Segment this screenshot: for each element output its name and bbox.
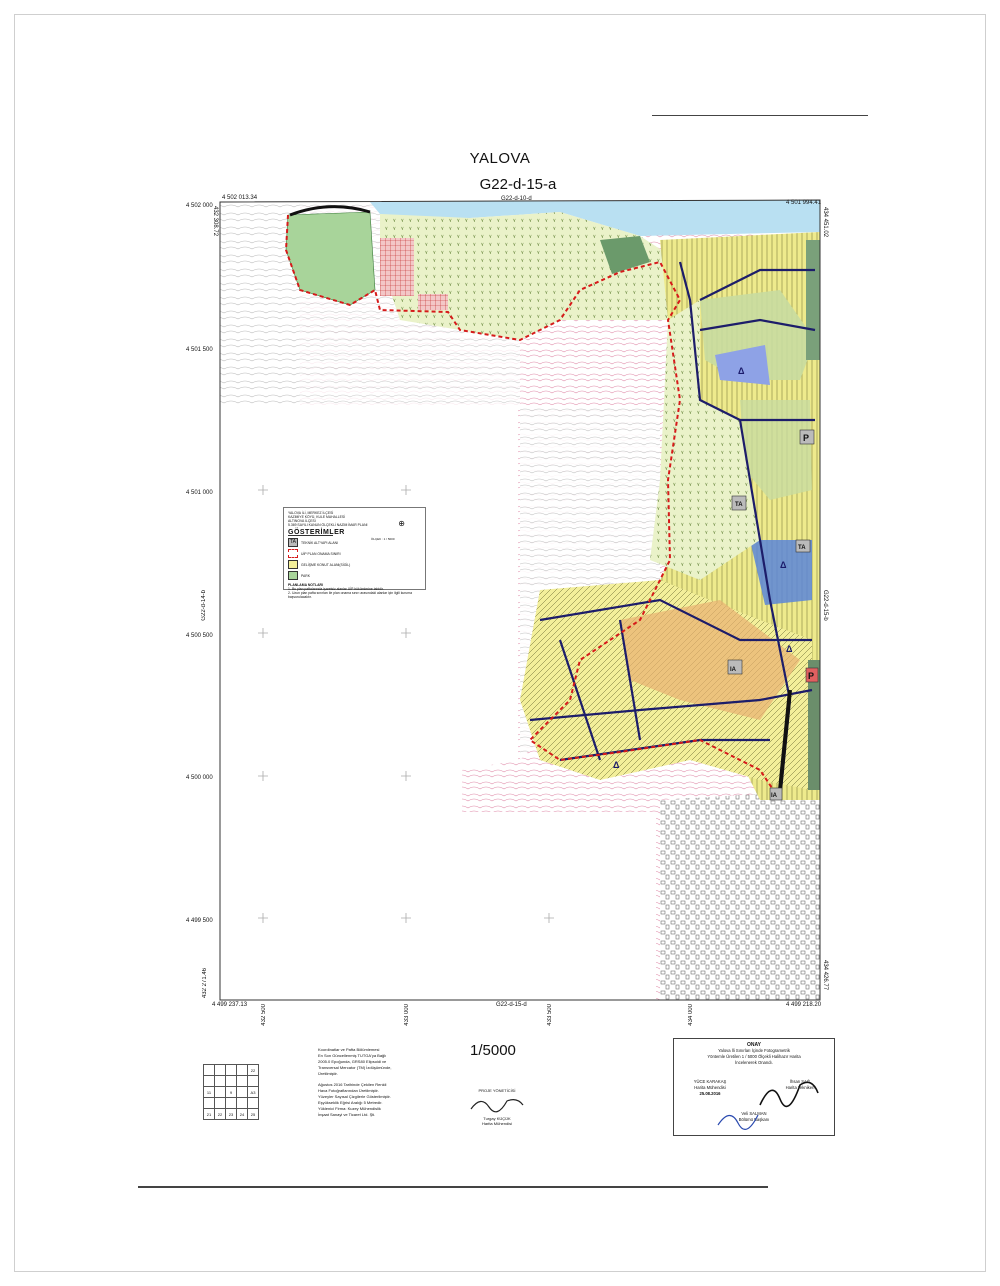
legend-item [288, 571, 421, 580]
adjacent-west: G22-d-14-b [201, 590, 207, 621]
legend-label: GELİŞME KONUT ALANI(SİGİL) [301, 562, 351, 567]
legend-header-line: ALTINOVA İLÇESİ [288, 519, 316, 523]
production-info: Koordinatlar ve Pafta Bölümlemesi En Son Güncellenmiş TUTGA'ya Bağlı 2005.0 Epoğunda, GRS80 Elipsoidi ve Transversal Mercator (TM) İzdüşümünde, Üretilmiştir. Ağustos 2016 Tarihinde Çekilen Renkli Hava Fotoğraflarından Üretilmiştir. Yüzeyler Sayısal Çizgilerle Gösterilmiştir. Eşyükseklik Eğrisi Aralığı 5 Metredir. Yüklenici Firma: Kuzey Mühendislik İnşaat Sanayi ve Ticaret Ltd. Şti. [318, 1047, 392, 1117]
adjacent-south: G22-d-15-d [496, 1002, 527, 1008]
svg-text:Δ: Δ [780, 560, 787, 570]
signature-icon [467, 1093, 527, 1115]
legend-swatch-development [288, 560, 298, 569]
legend-title: GÖSTERİMLER [288, 529, 345, 536]
corner-bottom-left-e: 432 271.46 [202, 968, 208, 999]
corner-top-right-e: 434 451.02 [822, 207, 828, 238]
grid-y-label: 4 501 000 [186, 490, 213, 496]
legend-header-line: 5.369 SAYILI KANUN ÖLÇEKLİ NAZIM İMAR PLANI [288, 523, 368, 527]
corner-bottom-right-e: 434 426.77 [822, 960, 828, 991]
svg-text:Δ: Δ [613, 760, 620, 770]
adjacent-north: G22-d-10-d [501, 196, 532, 202]
corner-top-left-y: 4 502 000 [186, 203, 213, 209]
legend-item [288, 549, 421, 558]
legend-header-line: KAZIMİYE KÖYÜ, KULE MAHALLESİ [288, 515, 346, 519]
svg-text:Δ: Δ [786, 644, 793, 654]
blue-signature-icon [714, 1105, 774, 1133]
legend-notes-title: PLANLAMA NOTLARI [288, 583, 323, 587]
corner-bottom-left-n: 4 499 237.13 [212, 1002, 248, 1008]
map-symbol-ta-2: TA [798, 545, 806, 551]
svg-text:Δ: Δ [738, 366, 745, 376]
map-legend [283, 507, 426, 599]
grid-y-label: 4 501 500 [186, 347, 213, 353]
corner-bottom-right-n: 4 499 218.20 [786, 1002, 822, 1008]
legend-item [288, 560, 421, 569]
corner-top-left-n: 4 502 013.34 [222, 195, 258, 201]
approval-box: ONAY Yalova İli Sınırları İçinde Fotogrametrik Yöntemle Üretilen 1 / 5000 Ölçekli Halihazır Harita İncelenerek Onandı. YÜCE KARAKAŞ Harita Mühendisi 25.08.2016 İhsan SAĞ Harita Teknikeri Veli SALMAN Bölümü Başkanı [673, 1038, 835, 1136]
grid-y-label: 4 500 000 [186, 775, 213, 781]
project-manager-signature: PROJE YÖNETİCİSİ Turgay KÜÇÜK Harita Mühendisi [462, 1088, 532, 1126]
legend-note: 1- Bu plan paftalarında işaretsiz alanlar UİP hükümlerine tabidir. [288, 587, 384, 591]
grid-y-label: 4 499 500 [186, 918, 213, 924]
map-symbol-ia-2: IA [771, 793, 777, 799]
north-arrow-icon: ⊕ [398, 519, 405, 528]
legend-label: UİP PLAN ONAMA SINIRI [301, 551, 341, 556]
grid-x-label: 433 000 [404, 1004, 410, 1026]
map-symbol-ta-1: TA [735, 502, 743, 508]
legend-label: PARK [301, 573, 310, 578]
sheet-id: G22-d-15-a [479, 176, 557, 193]
corner-top-left-e: 432 308.72 [212, 206, 218, 237]
grid-x-label: 432 500 [261, 1004, 267, 1026]
grid-x-label: 434 000 [688, 1004, 694, 1026]
corner-top-right-n: 4 501 994.41 [786, 200, 822, 206]
map-title: YALOVA [469, 150, 531, 167]
map-symbol-ia-1: IA [730, 667, 736, 673]
adjacent-east: G22-d-15-b [822, 590, 828, 621]
map-symbol-p-1: P [803, 433, 810, 443]
legend-item [288, 538, 421, 547]
legend-note: 2- Uzun plan pafta sınırları ile plan onama sınırı arasındaki alanlar için ilgili kuruma başvurulacaktır. [288, 591, 413, 599]
legend-swatch-boundary [288, 549, 298, 558]
map-symbol-p-2: P [808, 671, 815, 681]
legend-header-line: YALOVA İLİ, MERKEZ İLÇESİ [288, 511, 334, 515]
legend-symbol: TA [289, 539, 297, 545]
grid-y-label: 4 500 500 [186, 633, 213, 639]
map-scale: 1/5000 [470, 1042, 516, 1059]
grid-x-label: 433 500 [547, 1004, 553, 1026]
sheet-index-grid: 22 11 9 A3 21 22 23 24 25 [203, 1064, 259, 1120]
legend-label: TEKNİK ALTYAPI ALANI [301, 540, 338, 545]
legend-swatch-park [288, 571, 298, 580]
legend-scale: ÖLÇEK : 1 / 5000 [371, 537, 395, 541]
